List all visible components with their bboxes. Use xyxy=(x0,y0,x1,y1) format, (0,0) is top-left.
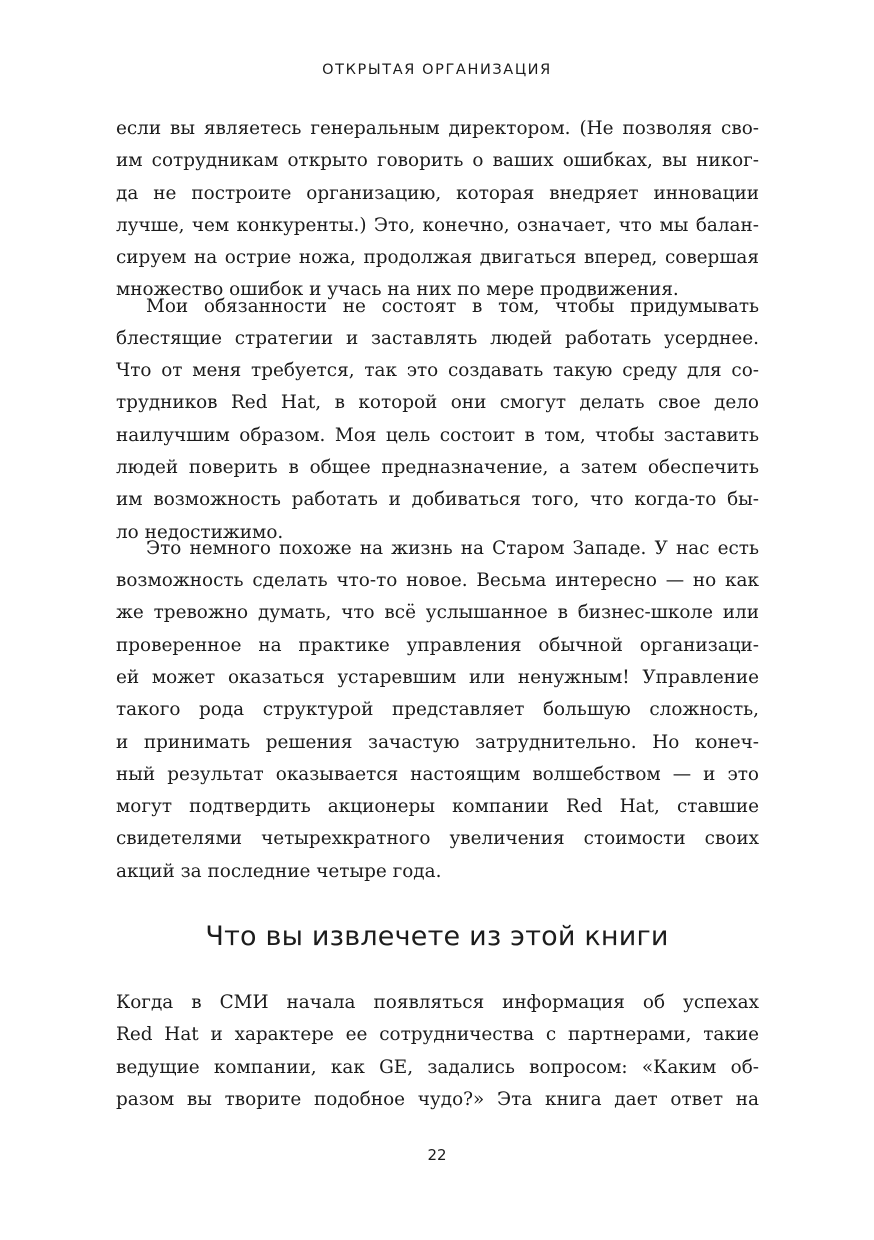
text-line: Когда в СМИ начала появляться информация об успехах xyxy=(116,992,759,1013)
section-paragraph xyxy=(116,987,759,1116)
page-number: 22 xyxy=(427,1146,447,1164)
paragraph-2 xyxy=(116,291,759,549)
text-line: же тревожно думать, что всё услышанное в бизнес-школе или xyxy=(116,602,759,624)
text-line: и принимать решения зачастую затруднительно. Но конеч- xyxy=(116,731,759,753)
text-line: множество ошибок и учась на них по мере продвижения. xyxy=(116,279,679,301)
text-line: разом вы творите подобное чудо?» Эта книга дает ответ на xyxy=(116,1088,759,1110)
text-line: если вы являетесь генеральным директором. (Не позволяя сво- xyxy=(116,118,759,139)
text-line: Что от меня требуется, так это создавать такую среду для со- xyxy=(116,360,759,382)
text-line: проверенное на практике управления обычной организаци- xyxy=(116,634,759,656)
text-line: свидетелями четырехкратного увеличения стоимости своих xyxy=(116,828,759,850)
text-line: трудников Red Hat, в которой они смогут делать свое дело xyxy=(116,392,759,414)
text-line: да не построите организацию, которая внедряет инновации xyxy=(116,182,759,204)
paragraph-3 xyxy=(116,533,759,888)
paragraph-1 xyxy=(116,113,759,307)
text-line: сируем на острие ножа, продолжая двигаться вперед, совершая xyxy=(116,247,759,269)
text-line: наилучшим образом. Моя цель состоит в том, чтобы заставить xyxy=(116,424,759,446)
text-line: ло недостижимо. xyxy=(116,521,284,543)
text-line: возможность сделать что-то новое. Весьма интересно — но как xyxy=(116,570,759,592)
text-line: Red Hat и характере ее сотрудничества с партнерами, такие xyxy=(116,1024,759,1046)
text-line: акций за последние четыре года. xyxy=(116,860,442,882)
text-line: блестящие стратегии и заставлять людей работать усерднее. xyxy=(116,327,759,349)
text-line: им возможность работать и добиваться того, что когда-то бы- xyxy=(116,489,759,511)
text-line: Мои обязанности не состоят в том, чтобы придумывать xyxy=(146,295,759,317)
text-line: такого рода структурой представляет большую сложность, xyxy=(116,699,759,721)
text-line: им сотрудникам открыто говорить о ваших ошибках, вы никог- xyxy=(116,150,759,172)
text-line: Это немного похоже на жизнь на Старом Западе. У нас есть xyxy=(146,537,759,559)
section-heading: Что вы извлечете из этой книги xyxy=(205,921,669,952)
text-line: могут подтвердить акционеры компании Red Hat, ставшие xyxy=(116,796,759,818)
running-head: ОТКРЫТАЯ ОРГАНИЗАЦИЯ xyxy=(322,62,552,78)
text-line: ей может оказаться устаревшим или ненужным! Управление xyxy=(116,666,759,688)
text-line: людей поверить в общее предназначение, а затем обеспечить xyxy=(116,457,759,479)
text-line: ный результат оказывается настоящим волшебством — и это xyxy=(116,763,759,785)
text-line: ведущие компании, как GE, задались вопросом: «Каким об- xyxy=(116,1056,759,1078)
text-line: лучше, чем конкуренты.) Это, конечно, означает, что мы балан- xyxy=(116,214,759,236)
